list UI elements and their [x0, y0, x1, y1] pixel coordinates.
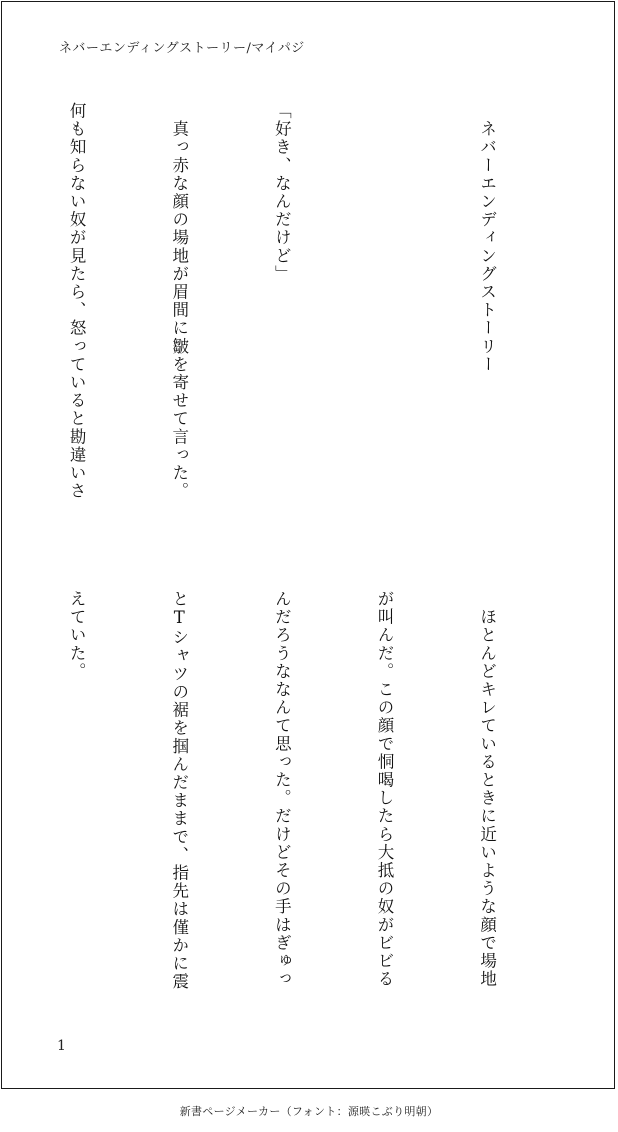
text-line: とTシャツの裾を掴んだままで、指先は僅かに震 — [169, 590, 189, 991]
text-line: んだろうななんて思った。だけどその手はぎゅっ — [272, 590, 292, 989]
text-line: 何も知らない奴が見たら、怒っていると勘違いさ — [67, 102, 87, 501]
text-line — [367, 102, 401, 522]
running-header: ネバーエンディングストーリー/マイパジ — [59, 41, 305, 56]
page-number: 1 — [57, 1038, 66, 1054]
text-line: 「好き、なんだけど」 — [272, 102, 292, 283]
text-column-bottom — [42, 590, 572, 1010]
text-line: ほとんどキレているときに近いような顔で場地 — [477, 590, 497, 989]
footer-credit: 新書ページメーカー（フォント：源暎こぶり明朝） — [179, 1105, 439, 1118]
text-line: が叫んだ。この顔で恫喝したら大抵の奴がビビる — [374, 590, 394, 989]
novel-page — [1, 1, 615, 1089]
text-line: ネバーエンディングストーリー — [477, 102, 497, 374]
text-column-top — [42, 102, 572, 522]
text-line: 真っ赤な顔の場地が眉間に皺を寄せて言った。 — [169, 102, 189, 501]
text-line: えていた。 — [67, 590, 87, 681]
